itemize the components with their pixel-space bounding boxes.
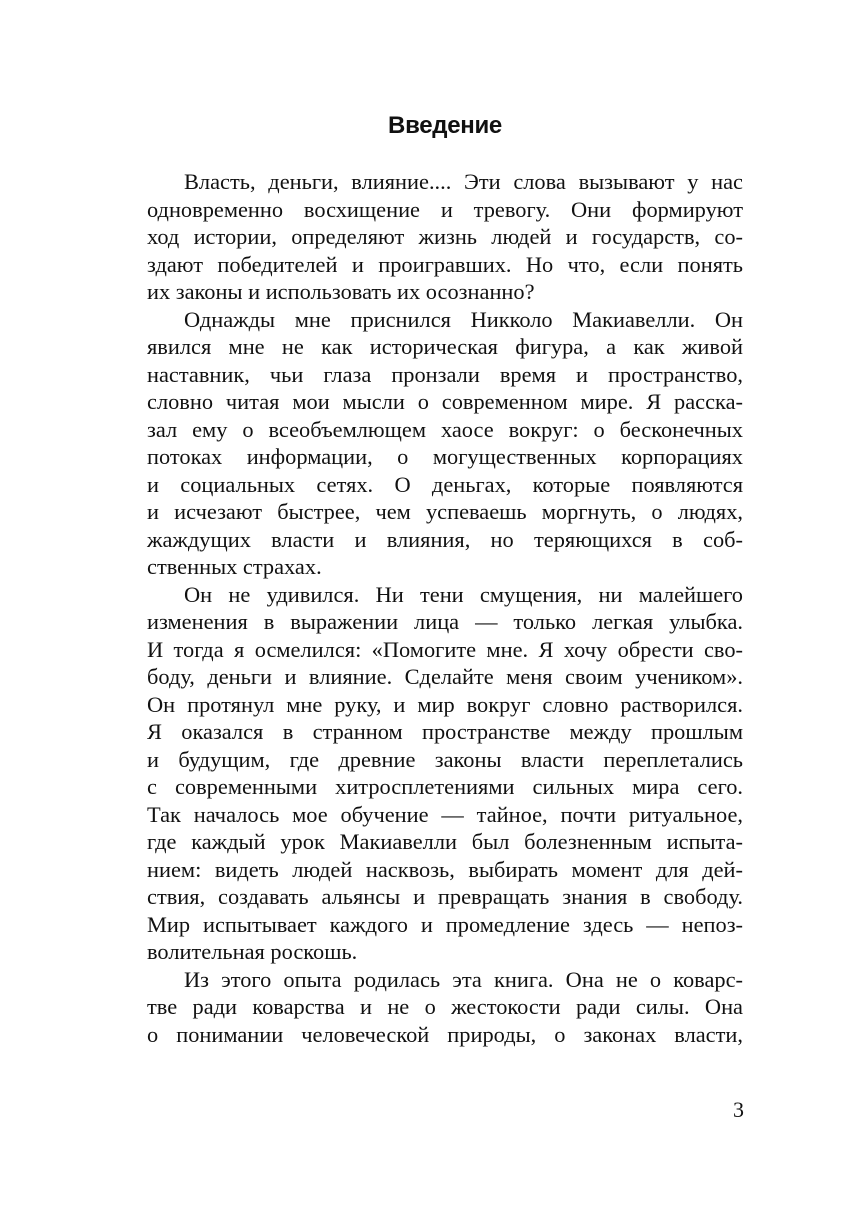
text-line: изменения в выражении лица — только легкая улыбка. [147, 609, 743, 634]
text-line: боду, деньги и влияние. Сделайте меня своим учеником». [147, 664, 743, 689]
text-line: ход истории, определяют жизнь людей и государств, со- [147, 224, 743, 249]
text-line: потоках информации, о могущественных корпорациях [147, 444, 743, 469]
text-line: где каждый урок Макиавелли был болезненным испыта- [147, 829, 743, 854]
text-line: Он не удивился. Ни тени смущения, ни малейшего [184, 581, 743, 607]
text-line: явился мне не как историческая фигура, а как живой [147, 334, 743, 359]
page-number: 3 [733, 1097, 744, 1122]
text-line: тве ради коварства и не о жестокости ради силы. Она [147, 994, 743, 1019]
text-line: Он протянул мне руку, и мир вокруг словно растворился. [147, 691, 743, 717]
text-line: и будущим, где древние законы власти переплетались [147, 746, 743, 772]
text-line: И тогда я осмелился: «Помогите мне. Я хочу обрести сво- [147, 636, 743, 662]
text-line: зал ему о всеобъемлющем хаосе вокруг: о бесконечных [147, 416, 743, 442]
text-line: ствия, создавать альянсы и превращать знания в свободу. [147, 884, 743, 909]
text-line: нием: видеть людей насквозь, выбирать момент для дей- [147, 856, 743, 882]
text-line: волительная роскошь. [147, 939, 358, 964]
text-line: с современными хитросплетениями сильных мира сего. [147, 774, 743, 799]
text-line: одновременно восхищение и тревогу. Они формируют [147, 196, 743, 222]
text-line: словно читая мои мысли о современном мире. Я расска- [147, 389, 743, 414]
text-line: о понимании человеческой природы, о законах власти, [147, 1021, 743, 1047]
text-line: Мир испытывает каждого и промедление здесь — непоз- [147, 911, 743, 937]
text-line: Я оказался в странном пространстве между прошлым [147, 719, 743, 744]
text-line: здают победителей и проигравших. Но что, если понять [147, 251, 743, 277]
text-line: Власть, деньги, влияние.... Эти слова вызывают у нас [184, 169, 743, 194]
text-line: Однажды мне приснился Никколо Макиавелли. Он [184, 306, 743, 332]
text-line: и социальных сетях. О деньгах, которые появляются [147, 471, 743, 497]
text-line: и исчезают быстрее, чем успеваешь моргнуть, о людях, [147, 499, 743, 524]
text-line: Из этого опыта родилась эта книга. Она не о коварс- [184, 966, 743, 992]
chapter-heading: Введение [388, 112, 502, 139]
chapter-body [147, 168, 743, 1048]
text-line: Так началось мое обучение — тайное, почти ритуальное, [147, 801, 743, 827]
text-line: жаждущих власти и влияния, но теряющихся в соб- [147, 526, 743, 552]
text-line: их законы и использовать их осознанно? [147, 279, 535, 304]
text-line: ственных страхах. [147, 554, 322, 579]
text-line: наставник, чьи глаза пронзали время и пространство, [147, 361, 743, 387]
